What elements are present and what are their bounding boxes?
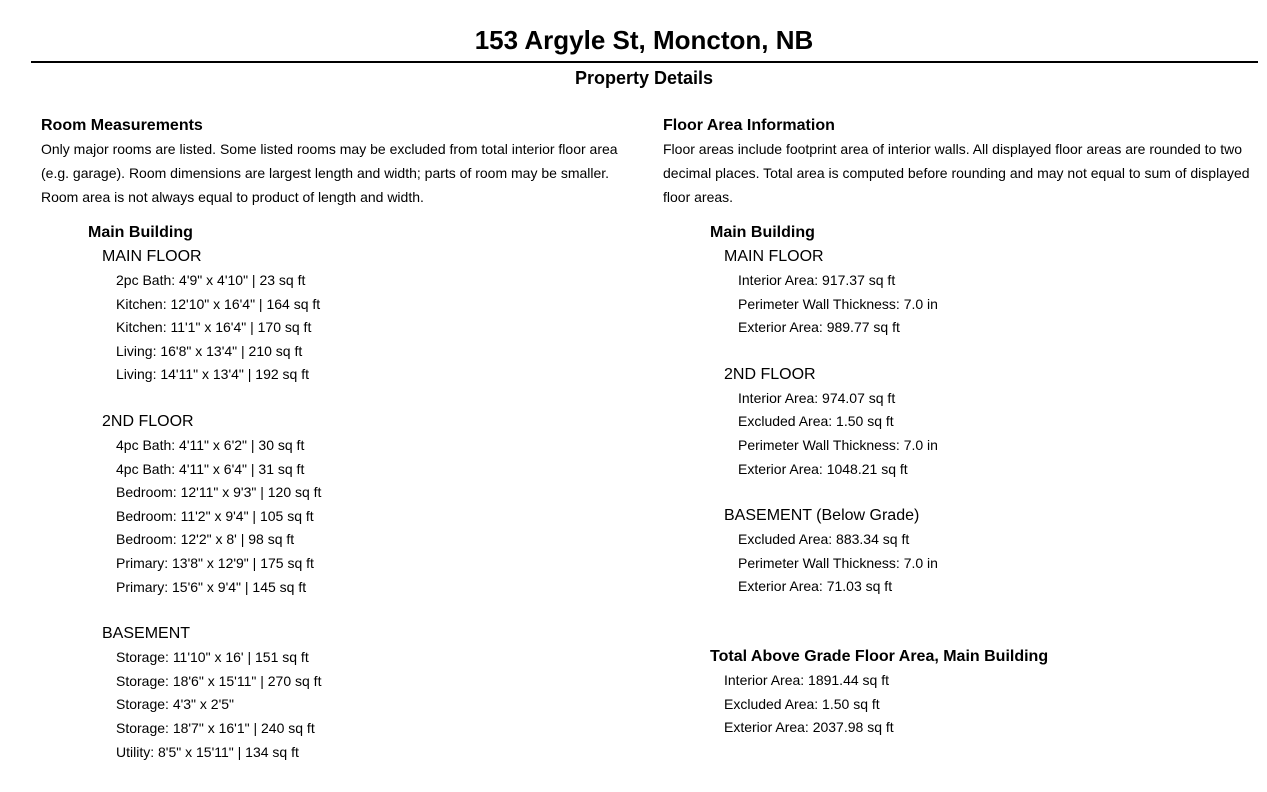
total-area-title: Total Above Grade Floor Area, Main Building: [710, 647, 1049, 665]
room-row: Living: 14'11" x 13'4" | 192 sq ft: [116, 366, 310, 383]
floor-name: 2ND FLOOR: [724, 365, 816, 383]
room-row: Kitchen: 11'1" x 16'4" | 170 sq ft: [116, 319, 312, 336]
page-subtitle: Property Details: [574, 68, 714, 88]
room-row: Bedroom: 12'11" x 9'3" | 120 sq ft: [116, 484, 322, 501]
spacer: [663, 340, 1263, 363]
room-row: 4pc Bath: 4'11" x 6'2" | 30 sq ft: [116, 436, 305, 453]
title-divider: [31, 61, 1258, 63]
floor-area-section: [663, 115, 1263, 740]
area-row: Exterior Area: 989.77 sq ft: [738, 319, 900, 336]
room-row: Primary: 15'6" x 9'4" | 145 sq ft: [116, 578, 307, 595]
section-title: Floor Area Information: [663, 117, 835, 134]
area-row: Perimeter Wall Thickness: 7.0 in: [738, 295, 938, 312]
description-line: Only major rooms are listed. Some listed rooms may be excluded from total interior floor area: [41, 141, 618, 157]
page-title: 153 Argyle St, Moncton, NB: [474, 25, 814, 55]
room-row: Primary: 13'8" x 12'9" | 175 sq ft: [116, 554, 314, 571]
spacer: [663, 599, 1263, 645]
section-description: [663, 137, 1263, 209]
area-row: Interior Area: 917.37 sq ft: [738, 272, 896, 288]
area-row: Exterior Area: 1048.21 sq ft: [738, 460, 908, 477]
room-measurements-section: [41, 115, 641, 764]
floor-name: BASEMENT (Below Grade): [724, 507, 920, 525]
room-row: 4pc Bath: 4'11" x 6'4" | 31 sq ft: [116, 460, 305, 477]
room-row: Utility: 8'5" x 15'11" | 134 sq ft: [116, 743, 299, 760]
section-title: Room Measurements: [41, 117, 203, 134]
room-row: Storage: 18'7" x 16'1" | 240 sq ft: [116, 719, 315, 736]
description-line: floor areas.: [663, 189, 734, 205]
room-row: Bedroom: 12'2" x 8' | 98 sq ft: [116, 531, 295, 548]
room-row: Living: 16'8" x 13'4" | 210 sq ft: [116, 342, 303, 359]
area-row: Exterior Area: 71.03 sq ft: [738, 578, 893, 595]
room-row: Storage: 11'10" x 16' | 151 sq ft: [116, 649, 309, 666]
spacer: [663, 481, 1263, 504]
building-name: Main Building: [88, 224, 193, 241]
floor-name: 2ND FLOOR: [102, 412, 194, 430]
room-row: Storage: 4'3" x 2'5": [116, 696, 235, 713]
floor-name: MAIN FLOOR: [102, 248, 202, 265]
section-description: [41, 137, 641, 209]
room-row: Bedroom: 11'2" x 9'4" | 105 sq ft: [116, 507, 314, 524]
room-row: 2pc Bath: 4'9" x 4'10" | 23 sq ft: [116, 272, 306, 288]
floor-name: BASEMENT: [102, 625, 191, 643]
room-row: Storage: 18'6" x 15'11" | 270 sq ft: [116, 672, 322, 689]
building-name: Main Building: [710, 224, 815, 241]
description-line: decimal places. Total area is computed before rounding and may not equal to sum of displayed: [663, 165, 1250, 181]
area-row: Excluded Area: 883.34 sq ft: [738, 531, 910, 548]
floor-name: MAIN FLOOR: [724, 248, 824, 265]
spacer: [41, 387, 641, 410]
total-area-row: Exterior Area: 2037.98 sq ft: [724, 719, 894, 736]
area-row: Interior Area: 974.07 sq ft: [738, 389, 896, 406]
description-line: Room area is not always equal to product of length and width.: [41, 189, 424, 205]
room-row: Kitchen: 12'10" x 16'4" | 164 sq ft: [116, 295, 321, 312]
area-row: Excluded Area: 1.50 sq ft: [738, 413, 894, 430]
total-area-row: Interior Area: 1891.44 sq ft: [724, 671, 889, 688]
area-row: Perimeter Wall Thickness: 7.0 in: [738, 554, 938, 571]
area-row: Perimeter Wall Thickness: 7.0 in: [738, 436, 938, 453]
description-line: (e.g. garage). Room dimensions are largest length and width; parts of room may be smaller.: [41, 165, 610, 181]
total-area-row: Excluded Area: 1.50 sq ft: [724, 695, 880, 712]
description-line: Floor areas include footprint area of interior walls. All displayed floor areas are rounded to two: [663, 141, 1242, 157]
spacer: [41, 599, 641, 622]
